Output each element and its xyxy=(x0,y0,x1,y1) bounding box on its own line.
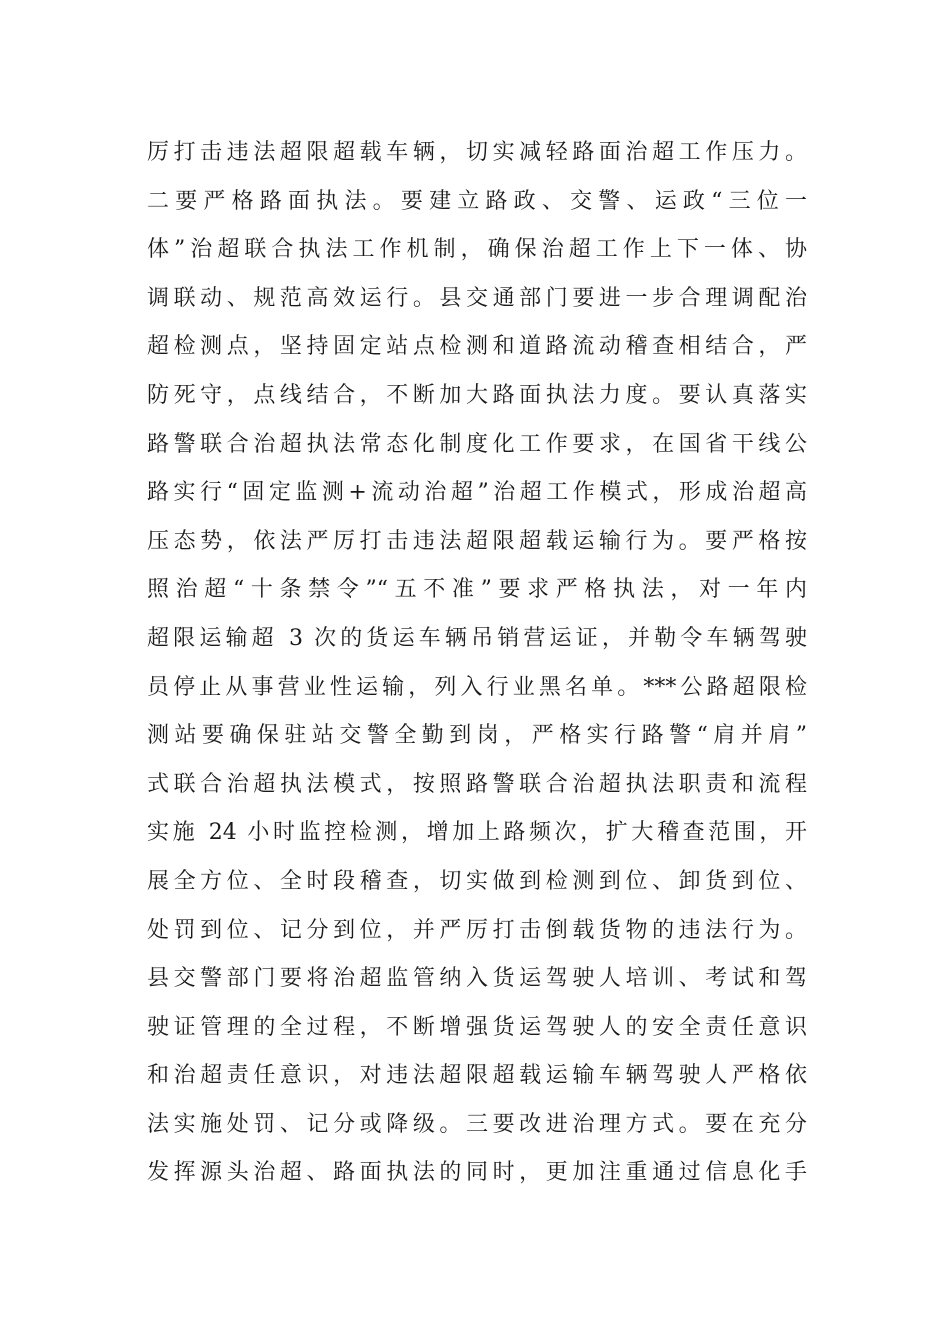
text-line: 实施 24 小时监控检测，增加上路频次，扩大稽查范围，开 xyxy=(147,820,807,846)
text-line: 厉打击违法超限超载车辆，切实减轻路面治超工作压力。 xyxy=(147,140,807,165)
text-line: 展全方位、全时段稽查，切实做到检测到位、卸货到位、 xyxy=(147,868,807,894)
text-line: 和治超责任意识，对违法超限超载运输车辆驾驶人严格依 xyxy=(147,1063,807,1089)
text-line: 防死守，点线结合，不断加大路面执法力度。要认真落实 xyxy=(147,382,807,408)
text-line: 县交警部门要将治超监管纳入货运驾驶人培训、考试和驾 xyxy=(147,966,807,992)
text-line: 员停止从事营业性运输，列入行业黑名单。***公路超限检 xyxy=(147,674,807,700)
text-line: 压态势，依法严厉打击违法超限超载运输行为。要严格按 xyxy=(147,528,807,554)
text-line: 处罚到位、记分到位，并严厉打击倒载货物的违法行为。 xyxy=(147,917,807,943)
text-line: 超检测点，坚持固定站点检测和道路流动稽查相结合，严 xyxy=(147,334,807,360)
text-line: 超限运输超 3 次的货运车辆吊销营运证，并勒令车辆驾驶 xyxy=(147,625,807,651)
text-line: 式联合治超执法模式，按照路警联合治超执法职责和流程 xyxy=(147,771,807,797)
text-line: 照治超“十条禁令”“五不准”要求严格执法，对一年内 xyxy=(147,577,807,603)
text-line: 路警联合治超执法常态化制度化工作要求，在国省干线公 xyxy=(147,431,807,457)
text-line: 体”治超联合执法工作机制，确保治超工作上下一体、协 xyxy=(147,237,807,263)
text-line: 测站要确保驻站交警全勤到岗，严格实行路警“肩并肩” xyxy=(147,723,807,749)
body-text xyxy=(147,129,807,1198)
text-line: 调联动、规范高效运行。县交通部门要进一步合理调配治 xyxy=(147,285,807,311)
text-line: 驶证管理的全过程，不断增强货运驾驶人的安全责任意识 xyxy=(147,1014,807,1040)
text-line: 二要严格路面执法。要建立路政、交警、运政“三位一 xyxy=(147,188,807,214)
text-line: 法实施处罚、记分或降级。三要改进治理方式。要在充分 xyxy=(147,1111,807,1137)
text-line: 发挥源头治超、路面执法的同时，更加注重通过信息化手 xyxy=(147,1160,807,1186)
text-line: 路实行“固定监测+流动治超”治超工作模式，形成治超高 xyxy=(147,480,807,506)
